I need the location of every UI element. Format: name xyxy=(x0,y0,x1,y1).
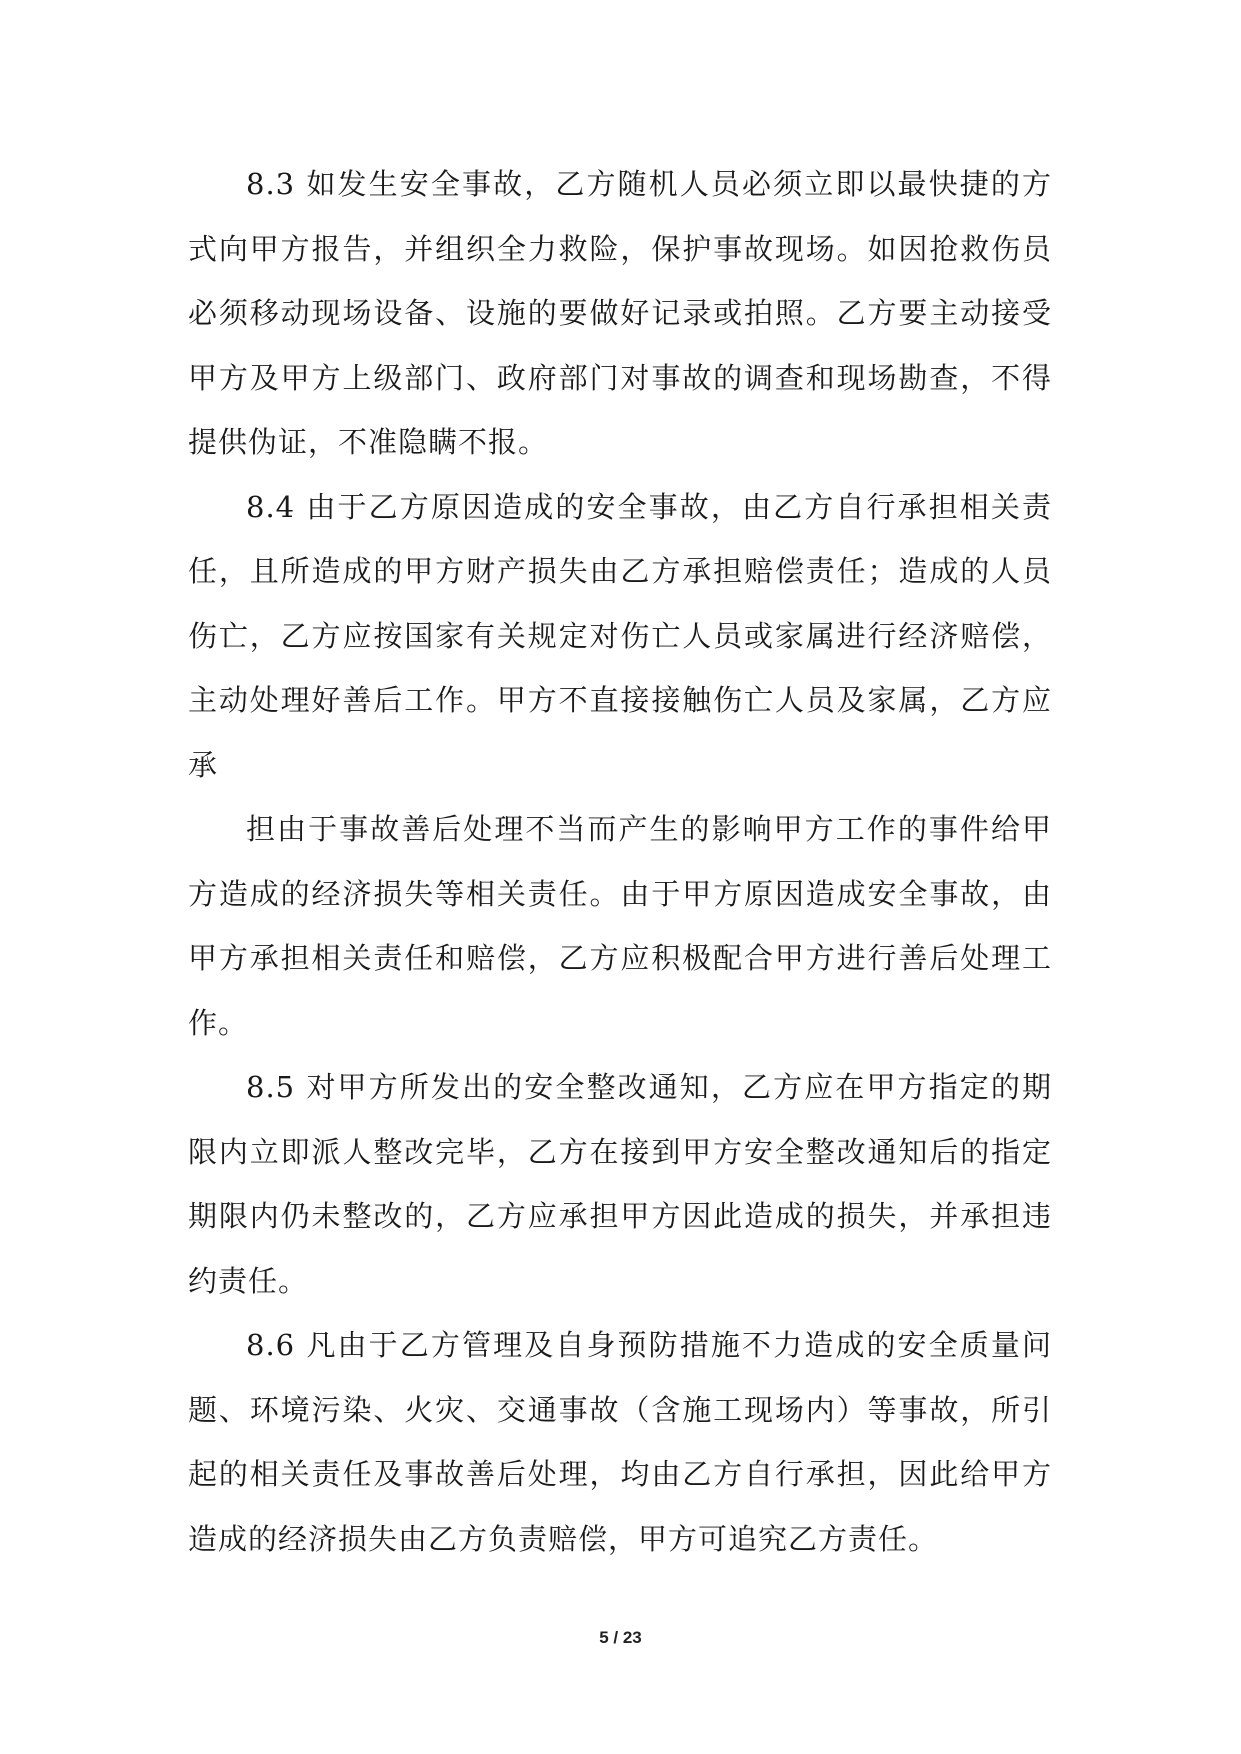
paragraph-8-5: 8.5 对甲方所发出的安全整改通知，乙方应在甲方指定的期限内立即派人整改完毕，乙方在接到甲方安全整改通知后的指定期限内仍未整改的，乙方应承担甲方因此造成的损失，并承担违约责任。 xyxy=(188,1070,1052,1298)
paragraph-8-6: 8.6 凡由于乙方管理及自身预防措施不力造成的安全质量问题、环境污染、火灾、交通事故（含施工现场内）等事故，所引起的相关责任及事故善后处理，均由乙方自行承担，因此给甲方造成的经济损失由乙方负责赔偿，甲方可追究乙方责任。 xyxy=(188,1328,1052,1556)
paragraph-8-4: 8.4 由于乙方原因造成的安全事故，由乙方自行承担相关责任，且所造成的甲方财产损失由乙方承担赔偿责任；造成的人员伤亡，乙方应按国家有关规定对伤亡人员或家属进行经济赔偿，主动处理好善后工作。甲方不直接接触伤亡人员及家属，乙方应承 xyxy=(188,489,1052,782)
body-text xyxy=(188,152,1052,1571)
page-number: 5 / 23 xyxy=(599,1628,642,1647)
paragraph-8-4-continued: 担由于事故善后处理不当而产生的影响甲方工作的事件给甲方造成的经济损失等相关责任。由于甲方原因造成安全事故，由甲方承担相关责任和赔偿，乙方应积极配合甲方进行善后处理工作。 xyxy=(188,812,1052,1040)
paragraph-8-3: 8.3 如发生安全事故，乙方随机人员必须立即以最快捷的方式向甲方报告，并组织全力救险，保护事故现场。如因抢救伤员必须移动现场设备、设施的要做好记录或拍照。乙方要主动接受甲方及甲方上级部门、政府部门对事故的调查和现场勘查，不得提供伪证，不准隐瞒不报。 xyxy=(188,167,1052,459)
